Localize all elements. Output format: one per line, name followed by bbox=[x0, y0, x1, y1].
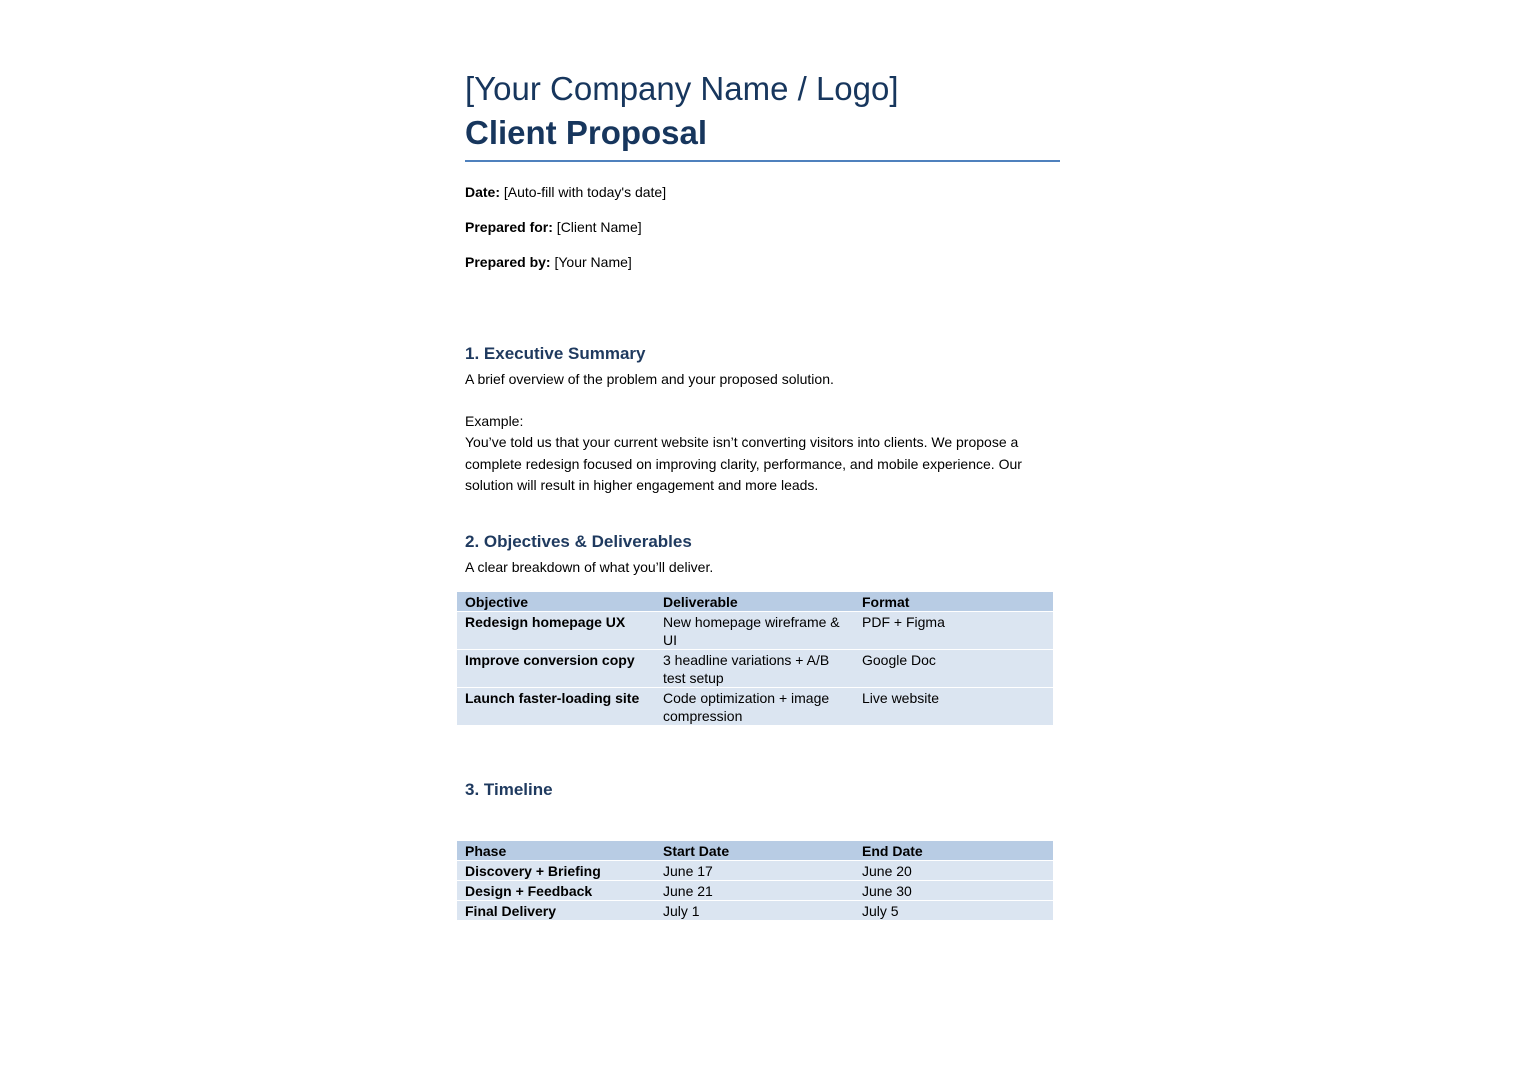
date-value: [Auto-fill with today's date] bbox=[500, 184, 667, 200]
table-row bbox=[457, 688, 1053, 726]
page-title: Client Proposal bbox=[465, 114, 708, 151]
prepared-by-label: Prepared by: bbox=[465, 254, 551, 270]
prepared-for-label: Prepared for: bbox=[465, 219, 553, 235]
table-cell: Code optimization + image compression bbox=[655, 688, 854, 726]
company-name: [Your Company Name / Logo] bbox=[465, 70, 899, 107]
date-label: Date: bbox=[465, 184, 501, 200]
table-cell: Design + Feedback bbox=[457, 881, 655, 901]
table-row bbox=[457, 861, 1053, 881]
table-cell: Live website bbox=[854, 688, 1053, 726]
title-divider bbox=[465, 160, 1060, 162]
table-row bbox=[457, 901, 1053, 921]
example-paragraph: You’ve told us that your current website isn’t converting visitors into clients. We propose a complete redesign focused on improving clarity, performance, and mobile experience. Our solution will result in higher engagement and more leads. bbox=[465, 434, 1022, 493]
table-cell: PDF + Figma bbox=[854, 612, 1053, 650]
table-cell: June 20 bbox=[854, 861, 1053, 881]
column-header: Format bbox=[854, 592, 1053, 612]
table-cell: Discovery + Briefing bbox=[457, 861, 655, 881]
table-cell: June 21 bbox=[655, 881, 854, 901]
objectives-intro: A clear breakdown of what you’ll deliver. bbox=[465, 559, 714, 575]
executive-summary-intro: A brief overview of the problem and your proposed solution. bbox=[465, 371, 834, 387]
table-cell: Google Doc bbox=[854, 650, 1053, 688]
prepared-by-value: [Your Name] bbox=[550, 254, 632, 270]
table-cell: New homepage wireframe & UI bbox=[655, 612, 854, 650]
timeline-table bbox=[457, 841, 1053, 920]
example-label: Example: bbox=[465, 413, 524, 429]
column-header: Start Date bbox=[655, 841, 854, 861]
prepared-by-line bbox=[465, 254, 632, 270]
date-line bbox=[465, 184, 666, 200]
table-header-row bbox=[457, 841, 1053, 861]
table-cell: Launch faster-loading site bbox=[457, 688, 655, 726]
column-header: Objective bbox=[457, 592, 655, 612]
objectives-heading: 2. Objectives & Deliverables bbox=[465, 532, 692, 551]
column-header: Deliverable bbox=[655, 592, 854, 612]
prepared-for-value: [Client Name] bbox=[552, 219, 642, 235]
table-row bbox=[457, 650, 1053, 688]
table-cell: June 17 bbox=[655, 861, 854, 881]
column-header: End Date bbox=[854, 841, 1053, 861]
table-cell: Redesign homepage UX bbox=[457, 612, 655, 650]
table-cell: Final Delivery bbox=[457, 901, 655, 921]
deliverables-table bbox=[457, 592, 1053, 725]
table-header-row bbox=[457, 592, 1053, 612]
table-cell: Improve conversion copy bbox=[457, 650, 655, 688]
timeline-heading: 3. Timeline bbox=[465, 780, 553, 799]
table-cell: June 30 bbox=[854, 881, 1053, 901]
prepared-for-line bbox=[465, 219, 642, 235]
table-row bbox=[457, 612, 1053, 650]
table-cell: 3 headline variations + A/B test setup bbox=[655, 650, 854, 688]
executive-summary-heading: 1. Executive Summary bbox=[465, 344, 646, 363]
table-cell: July 1 bbox=[655, 901, 854, 921]
table-cell: July 5 bbox=[854, 901, 1053, 921]
column-header: Phase bbox=[457, 841, 655, 861]
table-row bbox=[457, 881, 1053, 901]
